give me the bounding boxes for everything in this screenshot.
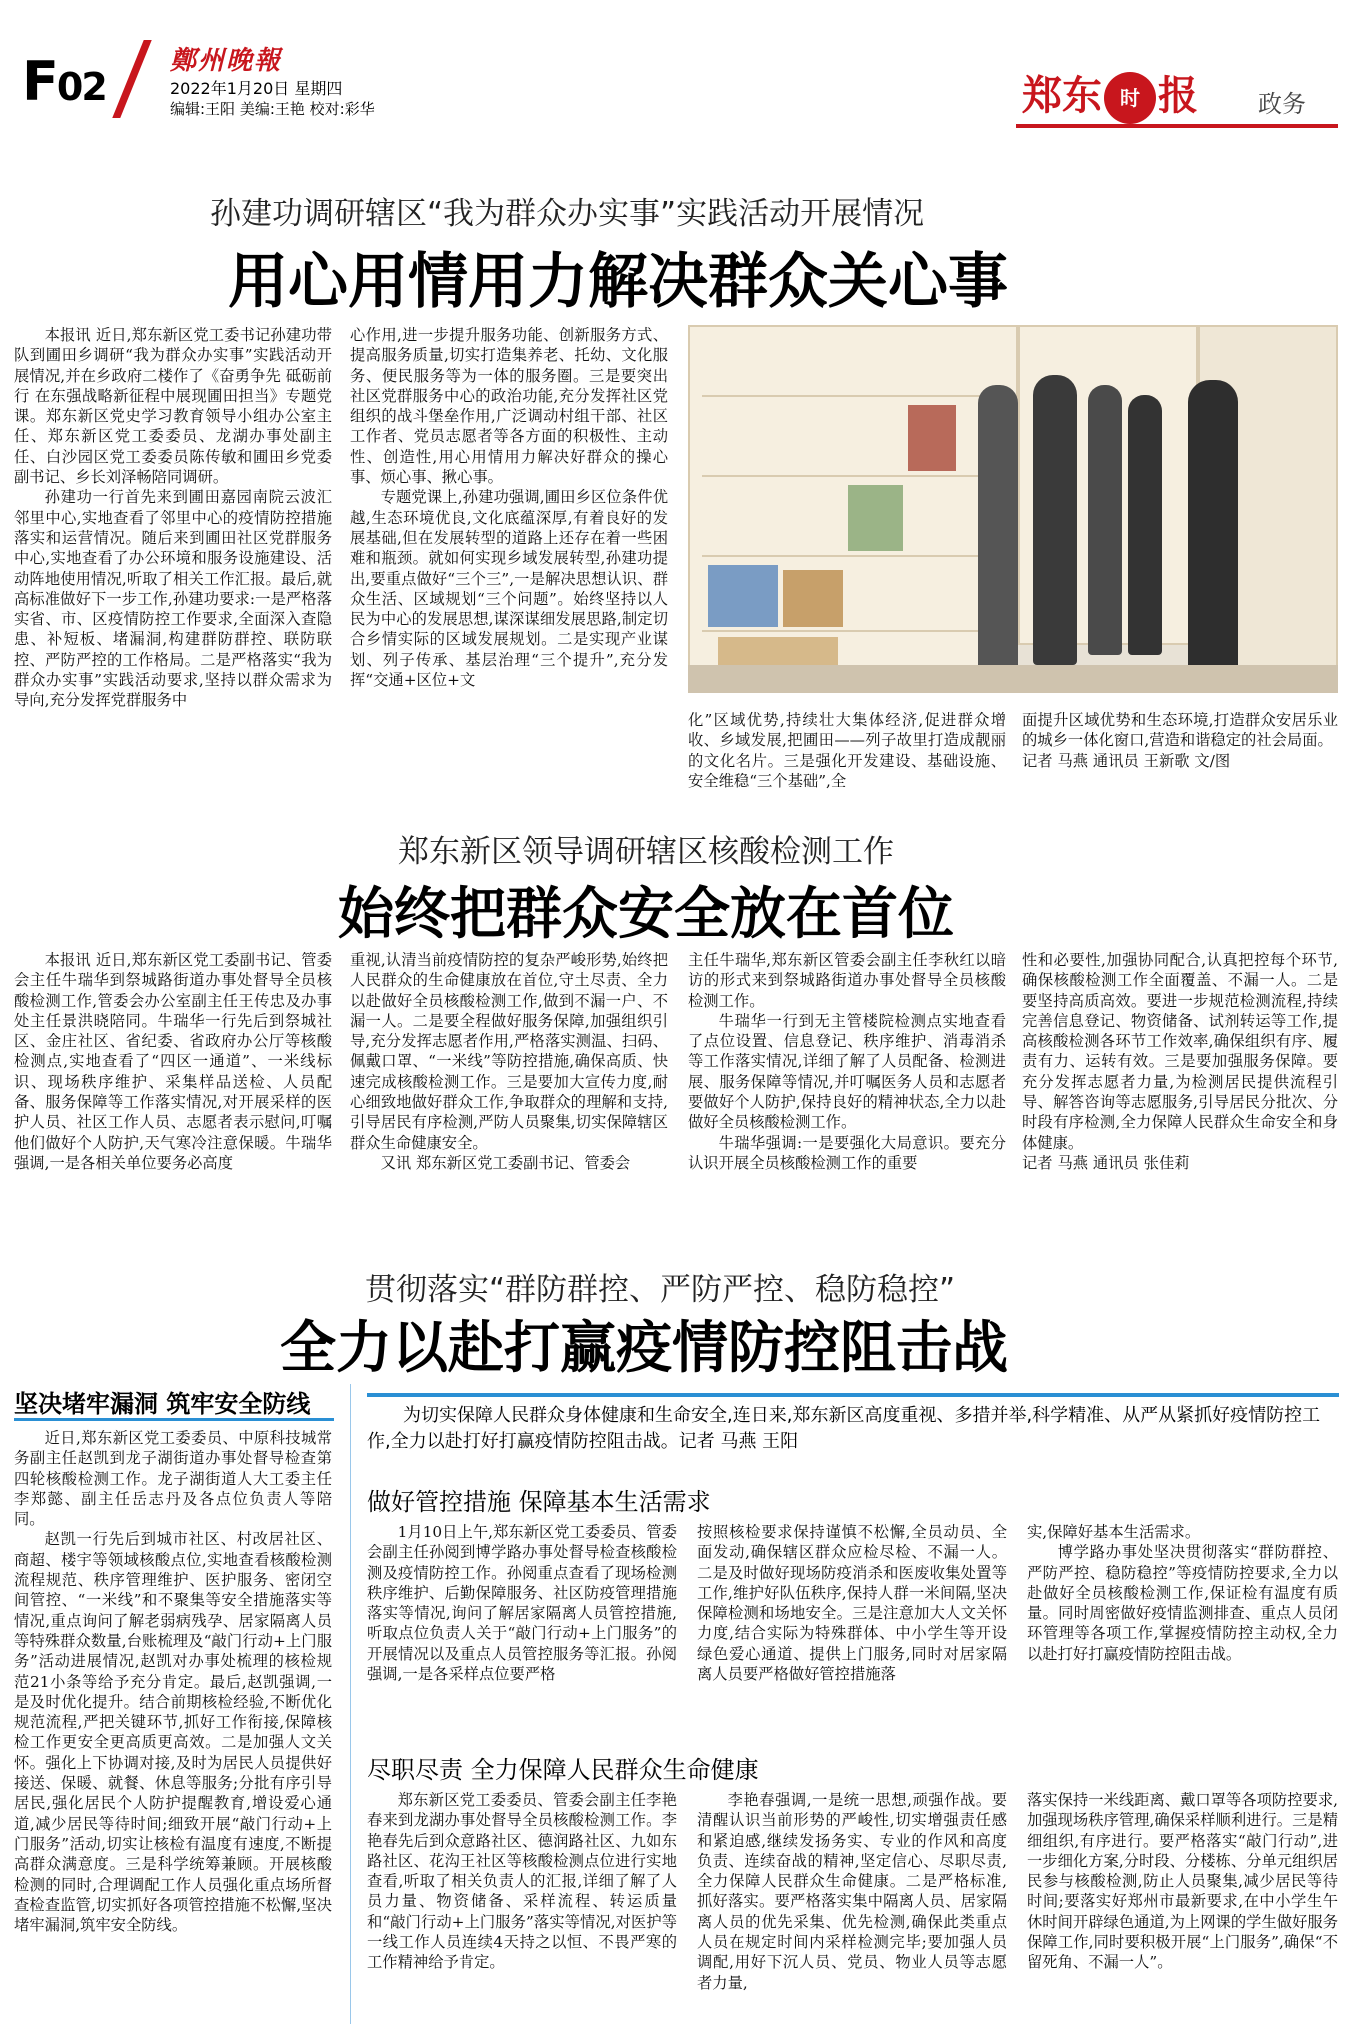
article3-subhead: 贯彻落实“群防群控、严防严控、稳防稳控” xyxy=(365,1272,956,1308)
article2-headline: 始终把群众安全放在首位 xyxy=(338,882,954,947)
article2-paragraph: 主任牛瑞华,郑东新区管委会副主任李秋红以暗访的形式来到祭城路街道办事处督导全员核酸检测工作。 xyxy=(688,951,1006,1010)
article1-paragraph: 面提升区域优势和生态环境,打造群众安居乐业的城乡一体化窗口,营造和谐稳定的社会局面。 xyxy=(1022,711,1338,750)
section1-column-3 xyxy=(1027,1522,1338,1738)
section1-column-2 xyxy=(697,1522,1007,1738)
sidebar-paragraph: 近日,郑东新区党工委委员、中原科技城常务副主任赵凯到龙子湖街道办事处督导检查第四轮核酸检测工作。龙子湖街道人大工委主任李郑懿、副主任岳志丹及各点位负责人等陪同。 xyxy=(14,1429,332,1529)
article1-paragraph: 孙建功一行首先来到圃田嘉园南院云波汇邻里中心,实地查看了邻里中心的疫情防控措施落实和运营情况。随后来到圃田社区党群服务中心,实地查看了办公环境和服务设施建设、活动阵地使用情况,听取了相关工作汇报。最后,就高标准做好下一步工作,孙建功要求:一是严格落实省、市、区疫情防控工作要求,全面深入查隐患、补短板、堵漏洞,构建群防群控、联防联控、严防严控的工作格局。二是严格落实“我为群众办实事”实践活动要求,坚持以群众需求为导向,充分发挥党群服务中 xyxy=(14,488,332,710)
library-photo xyxy=(688,325,1338,693)
masthead-rule xyxy=(1016,124,1338,128)
section2-paragraph: 落实保持一米线距离、戴口罩等各项防控要求,加强现场秩序管理,确保采样顺利进行。三是精细组织,有序进行。要严格落实“敲门行动”,进一步细化方案,分时段、分楼栋、分单元组织居民参与核酸检测,防止人员聚集,减少居民等待时间;要落实好郑州市最新要求,在中小学生午休时间开辟绿色通道,为上网课的学生做好服务保障工作,同时要积极开展“上门服务”,确保“不留死角、不漏一人”。 xyxy=(1027,1791,1338,1972)
article2-column-4 xyxy=(1022,950,1338,1320)
section1-paragraph: 按照核检要求保持谨慎不松懈,全员动员、全面发动,确保辖区群众应检尽检、不漏一人。二是及时做好现场防疫消杀和医废收集处置等工作,维护好队伍秩序,保持人群一米间隔,坚决保障检测和场地安全。三是注意加大人文关怀力度,结合实际为特殊群体、中小学生等开设绿色爱心通道、提供上门服务,同时对居家隔离人员要严格做好管控措施落 xyxy=(697,1523,1007,1684)
article1-column-1 xyxy=(14,325,332,785)
sidebar-title: 坚决堵牢漏洞 筑牢安全防线 xyxy=(14,1390,311,1418)
section1-heading: 做好管控措施 保障基本生活需求 xyxy=(367,1488,711,1516)
paper-name: 鄭州晚報 xyxy=(170,46,283,76)
article1-paragraph: 本报讯 近日,郑东新区党工委书记孙建功带队到圃田乡调研“我为群众办实事”实践活动开展情况,并在乡政府二楼作了《奋勇争先 砥砺前行 在东强战略新征程中展现圃田担当》专题党课。郑东新区党史学习教育领导小组办公室主任、郑东新区党工委委员、龙湖办事处副主任、白沙园区党工委委员陈传敏和圃田乡党委副书记、乡长刘泽畅陪同调研。 xyxy=(14,326,332,487)
section2-column-1 xyxy=(367,1790,677,2026)
article2-paragraph: 牛瑞华强调:一是要强化大局意识。要充分认识开展全员核酸检测工作的重要 xyxy=(688,1133,1006,1172)
column-divider xyxy=(350,1384,351,2024)
article2-subhead: 郑东新区领导调研辖区核酸检测工作 xyxy=(398,834,894,870)
article2-paragraph: 重视,认清当前疫情防控的复杂严峻形势,始终把人民群众的生命健康放在首位,守土尽责、全力以赴做好全员核酸检测工作,做到不漏一户、不漏一人。二是要全程做好服务保障,加强组织引导,充分发挥志愿者作用,严格落实测温、扫码、佩戴口罩、“一米线”等防控措施,确保高质、快速完成核酸检测工作。三是要加大宣传力度,耐心细致地做好群众工作,争取群众的理解和支持,引导居民有序检测,严防人员聚集,切实保障辖区群众生命健康安全。 xyxy=(350,951,668,1152)
article1-column-2 xyxy=(350,325,668,785)
article1-paragraph: 化”区域优势,持续壮大集体经济,促进群众增收、乡域发展,把圃田——列子故里打造成靓丽的文化名片。三是强化开发建设、基础设施、安全维稳“三个基础”,全 xyxy=(688,711,1006,790)
sidebar-paragraph: 赵凯一行先后到城市社区、村改居社区、商超、楼宇等领域核酸点位,实地查看核酸检测流程规范、秩序管理维护、医护服务、密闭空间管控、“一米线”和不聚集等安全措施落实等情况,重点询问了解老弱病残孕、居家隔离人员等特殊群众数量,台账梳理及“敲门行动+上门服务”活动进展情况,赵凯对办事处梳理的核检规范21小条等给予充分肯定。最后,赵凯强调,一是及时优化提升。结合前期核检经验,不断优化规范流程,严把关键环节,抓好工作衔接,保障核检工作更安全更高质更高效。二是加强人文关怀。强化上下协调对接,及时为居民人员提供好接送、保暖、就餐、休息等服务;分批有序引导居民,强化居民个人防护提醒教育,增设爱心通道,减少居民等待时间;细致开展“敲门行动+上门服务”活动,切实让核检有温度有速度,不断提高群众满意度。三是科学统筹兼顾。开展核酸检测的同时,合理调配工作人员强化重点场所督查检查监管,切实抓好各项管控措施不松懈,坚决堵牢漏洞,筑牢安全防线。 xyxy=(14,1530,332,1935)
section2-column-3 xyxy=(1027,1790,1338,2026)
article1-paragraph: 专题党课上,孙建功强调,圃田乡区位条件优越,生态环境优良,文化底蕴深厚,有着良好的发展基础,但在发展转型的道路上还存在着一些困难和瓶颈。就如何实现乡域发展转型,孙建功提出,要重点做好“三个三”,一是解决思想认识、群众生活、区域规划“三个问题”。始终坚持以人民为中心的发展思想,谋深谋细发展思路,制定切合乡情实际的区域发展规划。二是实现产业谋划、列子传承、基层治理“三个提升”,充分发挥“交通+区位+文 xyxy=(350,488,668,690)
article1-paragraph: 心作用,进一步提升服务功能、创新服务方式、提高服务质量,切实打造集养老、托幼、文化服务、便民服务等为一体的服务圈。三是要突出社区党群服务中心的政治功能,充分发挥社区党组织的战斗堡垒作用,广泛调动村组干部、社区工作者、党员志愿者等各方面的积极性、主动性、创造性,用心用情用力解决好群众的操心事、烦心事、揪心事。 xyxy=(350,326,668,487)
sidebar-rule xyxy=(14,1418,334,1421)
section1-paragraph: 1月10日上午,郑东新区党工委委员、管委会副主任孙阅到博学路办事处督导检查核酸检测及疫情防控工作。孙阅重点查看了现场检测秩序维护、后勤保障服务、社区防疫管理措施落实等情况,询问了解居家隔离人员管控措施,听取点位负责人关于“敲门行动+上门服务”的开展情况以及重点人员管控服务等汇报。孙阅强调,一是各采样点位要严格 xyxy=(367,1523,677,1684)
section-brand: 郑东 时 报 xyxy=(1022,64,1198,124)
section2-paragraph: 李艳春强调,一是统一思想,顽强作战。要清醒认识当前形势的严峻性,切实增强责任感和紧迫感,继续发扬务实、专业的作风和高度负责、连续奋战的精神,坚定信心、尽职尽责,全力保障人民群众生命健康。二是严格标准,抓好落实。要严格落实集中隔离人员、居家隔离人员的优先采集、优先检测,确保此类重点人员在规定时间内采样检测完毕;要加强人员调配,用好下沉人员、党员、物业人员等志愿者力量, xyxy=(697,1791,1007,1992)
section-name: 政务 xyxy=(1258,90,1306,118)
article2-paragraph: 性和必要性,加强协同配合,认真把控每个环节,确保核酸检测工作全面覆盖、不漏一人。二是要坚持高质高效。要进一步规范检测流程,持续完善信息登记、物资储备、试剂转运等工作,提高核酸检测各环节工作效率,确保组织有序、履责有力、运转有效。三是要加强服务保障。要充分发挥志愿者力量,为检测居民提供流程引导、解答咨询等志愿服务,引导居民分批次、分时段有序检测,全力保障人民群众生命安全和身体健康。 xyxy=(1022,951,1338,1152)
lead-box-rule xyxy=(367,1393,1339,1397)
article1-column-3 xyxy=(688,710,1006,790)
article2-paragraph: 牛瑞华一行到无主管楼院检测点实地查看了点位设置、信息登记、秩序维护、消毒消杀等工作落实情况,详细了解了人员配备、检测进展、服务保障等情况,并叮嘱医务人员和志愿者要做好个人防护,保持良好的精神状态,全力以赴做好全员核酸检测工作。 xyxy=(688,1011,1006,1132)
article1-column-4 xyxy=(1022,710,1338,790)
section1-column-1 xyxy=(367,1522,677,1738)
article2-byline: 记者 马燕 通讯员 张佳莉 xyxy=(1022,1153,1190,1172)
section1-paragraph: 博学路办事处坚决贯彻落实“群防群控、严防严控、稳防稳控”等疫情防控要求,全力以赴做好全员核酸检测工作,保证检有温度有质量。同时周密做好疫情监测排查、重点人员闭环管理等各项工作,掌握疫情防控主动权,全力以赴打好打赢疫情防控阻击战。 xyxy=(1027,1543,1338,1663)
editors-credit: 编辑:王阳 美编:王艳 校对:彩华 xyxy=(170,100,375,118)
publication-date: 2022年1月20日 星期四 xyxy=(170,79,343,98)
page-number: F02 xyxy=(22,50,106,113)
brand-badge: 时 xyxy=(1104,72,1156,124)
masthead-slash xyxy=(112,40,152,118)
section1-paragraph: 实,保障好基本生活需求。 xyxy=(1027,1523,1201,1541)
article2-column-1 xyxy=(14,950,332,1320)
article3-lead: 为切实保障人民群众身体健康和生命安全,连日来,郑东新区高度重视、多措并举,科学精准、从严从紧抓好疫情防控工作,全力以赴打好打赢疫情防控阻击战。记者 马燕 王阳 xyxy=(367,1405,1321,1452)
article2-paragraph: 本报讯 近日,郑东新区党工委副书记、管委会主任牛瑞华到祭城路街道办事处督导全员核酸检测工作,管委会办公室副主任王传忠及办事处主任景洪晓陪同。牛瑞华一行先后到祭城社区、金庄社区、省纪委、省政府办公厅等核酸检测点,实地查看了“四区一通道”、一米线标识、现场秩序维护、采集样品送检、人员配备、服务保障等工作落实情况,对开展采样的医护人员、社区工作人员、志愿者表示慰问,叮嘱他们做好个人防护,天气寒冷注意保暖。牛瑞华强调,一是各相关单位要务必高度 xyxy=(14,951,332,1172)
section2-column-2 xyxy=(697,1790,1007,2026)
section2-heading: 尽职尽责 全力保障人民群众生命健康 xyxy=(367,1756,759,1784)
article1-headline: 用心用情用力解决群众关心事 xyxy=(228,247,1008,317)
section2-paragraph: 郑东新区党工委委员、管委会副主任李艳春来到龙湖办事处督导全员核酸检测工作。李艳春先后到众意路社区、德润路社区、九如东路社区、花沟王社区等核酸检测点位进行实地查看,听取了相关负责人的汇报,详细了解了人员力量、物资储备、采样流程、转运质量和“敲门行动+上门服务”落实等情况,对医护等一线工作人员连续4天持之以恒、不畏严寒的工作精神给予肯定。 xyxy=(367,1791,677,1972)
article3-headline: 全力以赴打赢疫情防控阻击战 xyxy=(280,1316,1008,1381)
article1-subhead: 孙建功调研辖区“我为群众办实事”实践活动开展情况 xyxy=(210,196,925,232)
article1-byline: 记者 马燕 通讯员 王新歌 文/图 xyxy=(1022,751,1231,770)
sidebar-text xyxy=(14,1428,332,2028)
article2-paragraph: 又讯 郑东新区党工委副书记、管委会 xyxy=(380,1153,631,1172)
